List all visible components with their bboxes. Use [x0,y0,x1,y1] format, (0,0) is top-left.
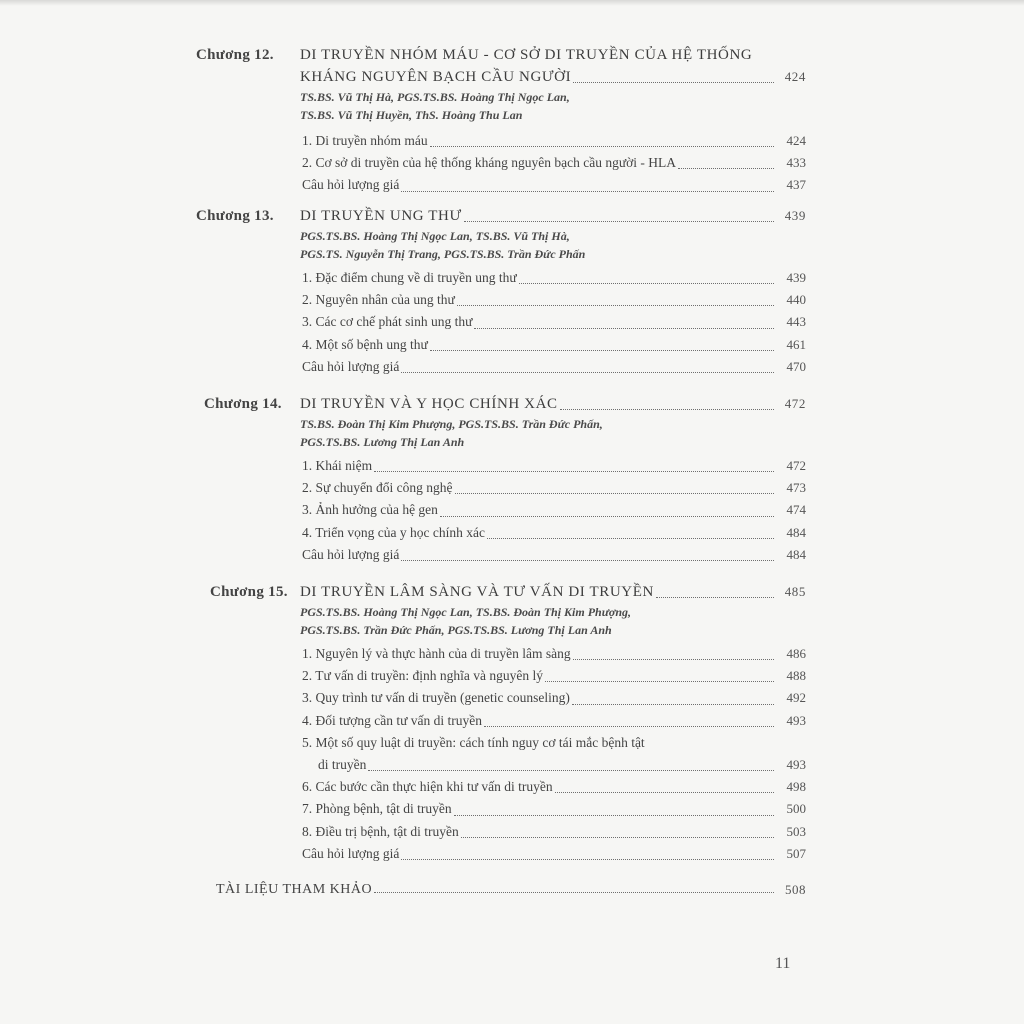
authors: TS.BS. Vũ Thị Huyền, ThS. Hoàng Thu Lan [300,108,523,122]
chapter-15 [196,581,806,865]
toc-entry[interactable] [300,174,806,196]
leader-dots [440,516,774,517]
entry-text-continued: di truyền [318,757,367,773]
entry-text: 2. Cơ sở di truyền của hệ thống kháng nguyên bạch cầu người - HLA [302,155,677,171]
authors: PGS.TS. Nguyễn Thị Trang, PGS.TS.BS. Trần Đức Phấn [300,247,586,261]
entry-text: 2. Sự chuyển đổi công nghệ [302,480,453,496]
leader-dots [374,892,774,893]
toc-entry[interactable] [300,499,806,521]
toc-entry[interactable] [300,267,806,289]
entry-text: Câu hỏi lượng giá [302,546,400,562]
page-ref: 485 [784,584,806,599]
leader-dots [401,560,774,561]
leader-dots [573,659,774,660]
leader-dots [572,704,774,705]
references-title: TÀI LIỆU THAM KHẢO [216,882,373,897]
chapter-14 [196,393,806,566]
chapter-title: DI TRUYỀN UNG THƯ [300,208,462,224]
chapter-12 [196,44,806,197]
leader-dots [555,792,774,793]
page-ref: 472 [786,458,806,473]
chapter-13 [196,205,806,378]
leader-dots [474,328,774,329]
authors: PGS.TS.BS. Hoàng Thị Ngọc Lan, TS.BS. Vũ Thị Hà, [300,229,570,243]
entry-text: Câu hỏi lượng giá [302,177,400,193]
leader-dots [368,770,774,771]
entry-text: 4. Triển vọng của y học chính xác [302,524,485,540]
toc-entry[interactable] [300,687,806,709]
entry-text: Câu hỏi lượng giá [302,358,400,374]
leader-dots [455,493,774,494]
leader-dots [484,726,774,727]
references-entry[interactable] [216,882,806,898]
page-ref: 473 [786,480,806,496]
page-ref: 474 [786,502,806,518]
page-ref: 437 [786,177,806,193]
entry-text: 5. Một số quy luật di truyền: cách tính nguy cơ tái mắc bệnh tật [302,734,645,750]
entry-text: 4. Đối tượng cần tư vấn di truyền [302,712,482,728]
page-ref: 484 [786,524,806,540]
page-ref: 461 [786,336,806,352]
leader-dots [487,538,774,539]
page-ref: 493 [786,757,806,773]
toc-entry[interactable] [300,643,806,665]
leader-dots [401,372,774,373]
entry-text: 1. Nguyên lý và thực hành của di truyền lâm sàng [302,646,571,661]
leader-dots [457,305,774,306]
page-ref: 440 [786,292,806,308]
page-ref: 498 [786,779,806,795]
page-ref: 439 [786,270,806,285]
scan-edge [0,0,1024,6]
authors: PGS.TS.BS. Hoàng Thị Ngọc Lan, TS.BS. Đoàn Thị Kim Phượng, [300,605,632,619]
toc-entry[interactable] [300,130,806,152]
authors: PGS.TS.BS. Trần Đức Phấn, PGS.TS.BS. Lương Thị Lan Anh [300,623,612,637]
entry-text: 1. Đặc điểm chung về di truyền ung thư [302,270,517,285]
entry-text: 1. Di truyền nhóm máu [302,133,428,148]
chapter-label: Chương 14. [204,396,282,412]
page-ref: 484 [786,546,806,562]
toc-entry[interactable] [300,665,806,687]
toc-entry[interactable] [300,477,806,499]
leader-dots [461,837,774,838]
page-ref: 488 [786,668,806,684]
chapter-title: DI TRUYỀN LÂM SÀNG VÀ TƯ VẤN DI TRUYỀN [300,584,654,600]
toc-entry[interactable] [300,798,806,820]
page-ref: 433 [786,155,806,171]
entry-text: 7. Phòng bệnh, tật di truyền [302,801,452,817]
toc-entry[interactable] [300,843,806,865]
entry-text: 1. Khái niệm [302,458,373,473]
toc-entry[interactable] [300,776,806,798]
toc-entry[interactable] [300,356,806,378]
page-ref: 507 [786,845,806,861]
toc-entry[interactable] [300,710,806,732]
page-ref: 424 [784,69,806,84]
page-ref: 443 [786,314,806,330]
toc-entry[interactable] [300,544,806,566]
leader-dots [401,859,774,860]
leader-dots [454,815,774,816]
chapter-title-row [300,205,806,227]
chapter-title-row [300,66,806,88]
page-ref: 472 [784,396,806,411]
page-ref: 493 [786,712,806,728]
page-ref: 439 [784,208,806,223]
toc-entry[interactable] [300,821,806,843]
entry-text: Câu hỏi lượng giá [302,845,400,861]
page-ref: 508 [785,882,806,897]
entry-text: 6. Các bước cần thực hiện khi tư vấn di truyền [302,779,553,795]
toc-entry[interactable] [300,334,806,356]
leader-dots [430,350,774,351]
chapter-title-row [300,581,806,603]
leader-dots [656,597,774,598]
page-ref: 486 [786,646,806,661]
page-ref: 492 [786,690,806,706]
entry-text: 2. Tư vấn di truyền: định nghĩa và nguyên lý [302,668,544,684]
page-ref: 424 [786,133,806,148]
authors: PGS.TS.BS. Lương Thị Lan Anh [300,435,465,449]
toc-entry[interactable] [300,455,806,477]
leader-dots [545,681,774,682]
chapter-title: DI TRUYỀN VÀ Y HỌC CHÍNH XÁC [300,396,558,412]
chapter-title-row [300,393,806,415]
toc-entry[interactable] [300,289,806,311]
toc-entry[interactable] [300,311,806,333]
toc-entry[interactable] [300,732,806,776]
leader-dots [430,146,774,147]
chapter-label: Chương 13. [196,208,274,224]
chapter-label: Chương 12. [196,47,274,63]
leader-dots [678,168,774,169]
entry-text: 2. Nguyên nhân của ung thư [302,292,455,308]
entry-text: 3. Ảnh hưởng của hệ gen [302,502,438,518]
leader-dots [401,191,774,192]
leader-dots [519,283,774,284]
page-ref: 470 [786,358,806,374]
toc-entry[interactable] [300,152,806,174]
page-ref: 500 [786,801,806,817]
chapter-label: Chương 15. [210,584,288,600]
page-ref: 503 [786,823,806,839]
entry-text: 8. Điều trị bệnh, tật di truyền [302,823,459,839]
leader-dots [560,409,774,410]
chapter-title: DI TRUYỀN NHÓM MÁU - CƠ SỞ DI TRUYỀN CỦA HỆ THỐNG [300,47,753,63]
leader-dots [374,471,774,472]
leader-dots [573,82,774,83]
page-number: 11 [775,955,791,972]
leader-dots [464,221,774,222]
authors: TS.BS. Đoàn Thị Kim Phượng, PGS.TS.BS. Trần Đức Phấn, [300,417,603,431]
authors: TS.BS. Vũ Thị Hà, PGS.TS.BS. Hoàng Thị Ngọc Lan, [300,90,570,104]
entry-text: 4. Một số bệnh ung thư [302,336,428,352]
chapter-title: KHÁNG NGUYÊN BẠCH CẦU NGƯỜI [300,69,572,85]
entry-text: 3. Các cơ chế phát sinh ung thư [302,314,473,330]
toc-entry[interactable] [300,522,806,544]
entry-text: 3. Quy trình tư vấn di truyền (genetic counseling) [302,690,570,706]
